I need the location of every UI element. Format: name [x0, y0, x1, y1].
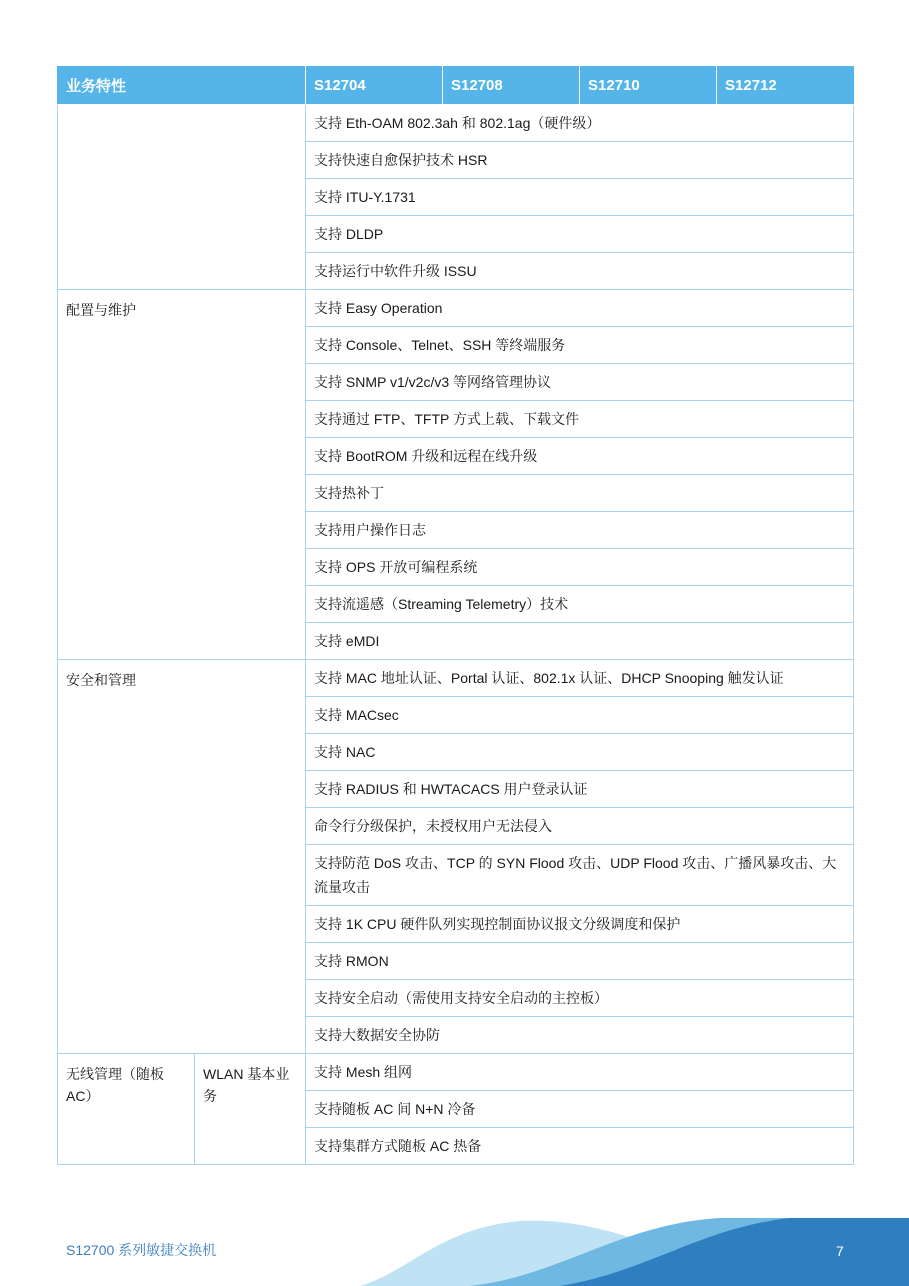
- table-header-row: [58, 67, 854, 105]
- feature-cell: 支持 OPS 开放可编程系统: [306, 549, 854, 586]
- feature-cell: 支持 SNMP v1/v2c/v3 等网络管理协议: [306, 364, 854, 401]
- table-row: [58, 660, 854, 697]
- feature-cell: 支持热补丁: [306, 475, 854, 512]
- feature-cell: 支持 ITU-Y.1731: [306, 179, 854, 216]
- feature-cell: 支持安全启动（需使用支持安全启动的主控板）: [306, 980, 854, 1017]
- feature-cell: 支持 Console、Telnet、SSH 等终端服务: [306, 327, 854, 364]
- feature-cell: 支持 BootROM 升级和远程在线升级: [306, 438, 854, 475]
- feature-cell: 支持运行中软件升级 ISSU: [306, 253, 854, 290]
- feature-cell: 支持集群方式随板 AC 热备: [306, 1128, 854, 1165]
- feature-cell: 支持快速自愈保护技术 HSR: [306, 142, 854, 179]
- feature-cell: 支持 DLDP: [306, 216, 854, 253]
- subcategory-wlan-basic: WLAN 基本业务: [195, 1054, 306, 1165]
- page-number: 7: [836, 1243, 844, 1259]
- table-row: [58, 290, 854, 327]
- category-wireless-management: 无线管理（随板AC）: [58, 1054, 195, 1165]
- feature-cell: 支持 1K CPU 硬件队列实现控制面协议报文分级调度和保护: [306, 906, 854, 943]
- header-s12710: S12710: [580, 67, 717, 105]
- footer-title: S12700 系列敏捷交换机: [66, 1242, 217, 1258]
- header-s12704: S12704: [306, 67, 443, 105]
- feature-cell: 支持 NAC: [306, 734, 854, 771]
- feature-cell: 支持大数据安全协防: [306, 1017, 854, 1054]
- feature-cell: 支持 Eth-OAM 802.3ah 和 802.1ag（硬件级）: [306, 105, 854, 142]
- feature-cell: 支持通过 FTP、TFTP 方式上载、下载文件: [306, 401, 854, 438]
- spec-table: [57, 66, 854, 1165]
- table-row: [58, 105, 854, 142]
- feature-cell: 支持 Easy Operation: [306, 290, 854, 327]
- feature-cell: 命令行分级保护，未授权用户无法侵入: [306, 808, 854, 845]
- feature-cell: 支持 Mesh 组网: [306, 1054, 854, 1091]
- feature-cell: 支持用户操作日志: [306, 512, 854, 549]
- feature-cell: 支持 RADIUS 和 HWTACACS 用户登录认证: [306, 771, 854, 808]
- header-s12712: S12712: [717, 67, 854, 105]
- feature-cell: 支持 RMON: [306, 943, 854, 980]
- feature-cell: 支持 MAC 地址认证、Portal 认证、802.1x 认证、DHCP Snooping 触发认证: [306, 660, 854, 697]
- feature-cell: 支持 MACsec: [306, 697, 854, 734]
- feature-cell: 支持 eMDI: [306, 623, 854, 660]
- category-cell: [58, 105, 306, 290]
- category-security-management: 安全和管理: [58, 660, 306, 1054]
- feature-cell: 支持随板 AC 间 N+N 冷备: [306, 1091, 854, 1128]
- category-config-maintenance: 配置与维护: [58, 290, 306, 660]
- feature-cell: 支持流遥感（Streaming Telemetry）技术: [306, 586, 854, 623]
- feature-cell: 支持防范 DoS 攻击、TCP 的 SYN Flood 攻击、UDP Flood 攻击、广播风暴攻击、大流量攻击: [306, 845, 854, 906]
- header-s12708: S12708: [443, 67, 580, 105]
- table-row: [58, 1054, 854, 1091]
- header-feature: 业务特性: [58, 67, 306, 105]
